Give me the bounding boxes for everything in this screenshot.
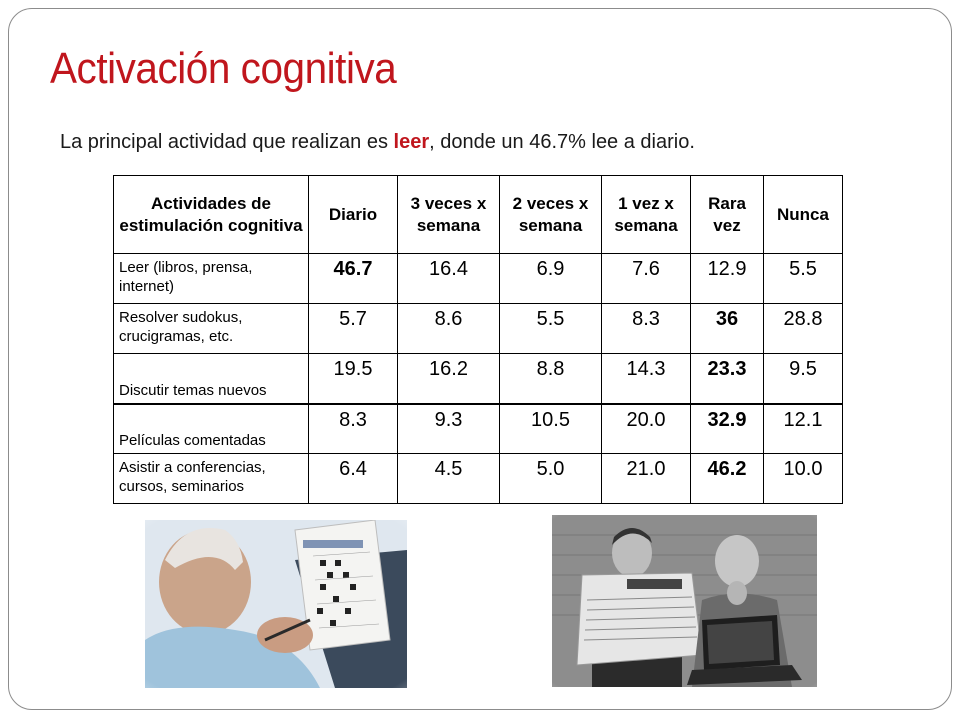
table-row — [114, 404, 843, 454]
crossword-photo-illustration — [145, 520, 407, 688]
table-cell: 19.5 — [309, 354, 398, 404]
table-cell: 21.0 — [602, 454, 691, 504]
header-2-veces: 2 veces x semana — [500, 176, 602, 254]
table-cell: 46.7 — [309, 254, 398, 304]
slide-title: Activación cognitiva — [50, 44, 397, 93]
header-3-veces: 3 veces x semana — [398, 176, 500, 254]
slide-subtitle — [60, 131, 695, 154]
table-cell: 36 — [691, 304, 764, 354]
newspaper-laptop-photo-illustration — [552, 515, 817, 687]
subtitle-text-before: La principal actividad que realizan es — [60, 131, 394, 153]
table-cell: 12.9 — [691, 254, 764, 304]
table-row — [114, 454, 843, 504]
table-row — [114, 354, 843, 404]
table-cell: 5.5 — [500, 304, 602, 354]
table-header-row — [114, 176, 843, 254]
table-cell: 12.1 — [764, 404, 843, 454]
crossword-photo — [145, 520, 407, 688]
table-cell: 10.5 — [500, 404, 602, 454]
row-label: Asistir a conferencias, cursos, seminarios — [114, 454, 309, 504]
table-cell: 6.9 — [500, 254, 602, 304]
table-cell: 6.4 — [309, 454, 398, 504]
table-cell: 32.9 — [691, 404, 764, 454]
row-label: Resolver sudokus, crucigramas, etc. — [114, 304, 309, 354]
subtitle-text-after: , donde un 46.7% lee a diario. — [429, 131, 695, 153]
table-cell: 9.3 — [398, 404, 500, 454]
row-label: Películas comentadas — [114, 404, 309, 454]
row-label: Discutir temas nuevos — [114, 354, 309, 404]
table-cell: 8.3 — [309, 404, 398, 454]
newspaper-laptop-photo — [552, 515, 817, 687]
table-cell: 8.8 — [500, 354, 602, 404]
header-activities: Actividades de estimulación cognitiva — [114, 176, 309, 254]
table-cell: 7.6 — [602, 254, 691, 304]
header-diario: Diario — [309, 176, 398, 254]
header-nunca: Nunca — [764, 176, 843, 254]
table-cell: 8.3 — [602, 304, 691, 354]
subtitle-highlight: leer — [393, 131, 430, 153]
table-cell: 9.5 — [764, 354, 843, 404]
table-cell: 14.3 — [602, 354, 691, 404]
header-rara-vez: Rara vez — [691, 176, 764, 254]
table-cell: 5.0 — [500, 454, 602, 504]
table-cell: 5.7 — [309, 304, 398, 354]
table-row — [114, 304, 843, 354]
table-cell: 28.8 — [764, 304, 843, 354]
table-cell: 5.5 — [764, 254, 843, 304]
table-cell: 8.6 — [398, 304, 500, 354]
table-row — [114, 254, 843, 304]
table-cell: 23.3 — [691, 354, 764, 404]
activities-table — [113, 175, 843, 504]
table-cell: 10.0 — [764, 454, 843, 504]
table-cell: 46.2 — [691, 454, 764, 504]
table-cell: 4.5 — [398, 454, 500, 504]
table-cell: 16.2 — [398, 354, 500, 404]
table-cell: 16.4 — [398, 254, 500, 304]
table-cell: 20.0 — [602, 404, 691, 454]
row-label: Leer (libros, prensa, internet) — [114, 254, 309, 304]
header-1-vez: 1 vez x semana — [602, 176, 691, 254]
